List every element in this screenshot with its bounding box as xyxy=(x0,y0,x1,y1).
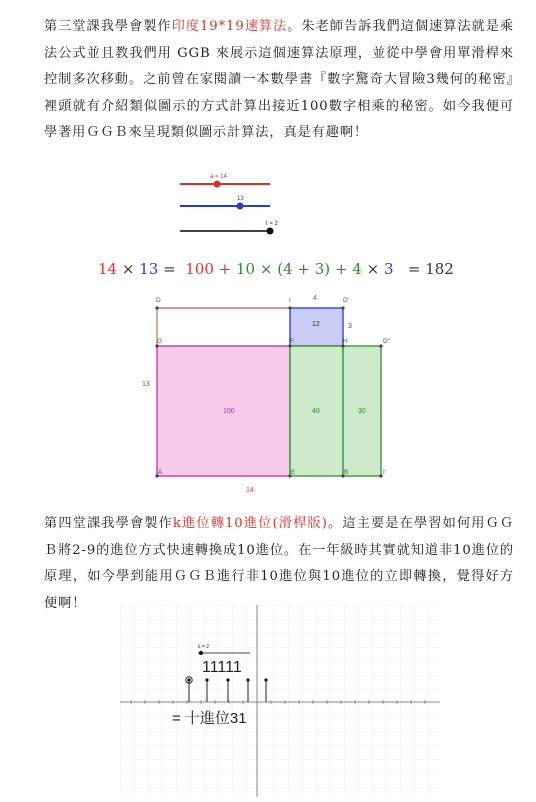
eq-term-100: 100 xyxy=(185,260,214,278)
graph-grid xyxy=(120,605,440,797)
digit-point[interactable] xyxy=(264,678,267,681)
eq-lhs-a: 14 xyxy=(98,260,118,278)
dim-top-4: 4 xyxy=(313,295,317,302)
slider-t-label: t = 2 xyxy=(266,221,278,227)
paragraph-lesson-4 xyxy=(44,511,514,617)
lesson4-highlight: k進位轉10進位(滑桿版) xyxy=(172,516,328,531)
lesson3-highlight: 印度19*19速算法 xyxy=(171,19,288,34)
eq-plus: + xyxy=(218,260,232,278)
area-diagram xyxy=(130,290,410,496)
eq-term-10: 10 xyxy=(236,260,256,278)
paragraph-lesson-3 xyxy=(44,14,514,147)
slider-a-handle[interactable] xyxy=(214,181,221,188)
eq-times: × xyxy=(121,260,135,278)
eq-result: 182 xyxy=(425,260,454,278)
digit-point[interactable] xyxy=(205,678,208,681)
slider-figure xyxy=(170,168,290,238)
area-label-40: 40 xyxy=(312,408,320,415)
eq-lhs-b: 13 xyxy=(139,260,159,278)
slider-t-handle[interactable] xyxy=(267,228,274,235)
lesson4-rest: 。這主要是在學習如何用ＧＧＢ將2-9的進位方式快速轉換成10進位。在一年級時其實就知道非10進位的原理，如今學到能用ＧＧＢ進行非10進位與10進位的立即轉換，覺得好方便啊！ xyxy=(44,516,515,611)
label-dpp: D'' xyxy=(383,338,391,345)
base-conversion-graph xyxy=(120,605,440,797)
binary-digits: 11111 xyxy=(202,659,242,676)
label-i: I xyxy=(289,297,291,304)
k-slider-label: k = 2 xyxy=(198,644,209,650)
eq-term-4: 4 xyxy=(352,260,362,278)
eq-times: × xyxy=(259,260,273,278)
label-f: F xyxy=(290,338,294,345)
label-a: A xyxy=(158,469,163,476)
label-g: G xyxy=(157,338,163,345)
eq-term-3: 3 xyxy=(383,260,394,278)
slider-b-handle[interactable] xyxy=(237,203,244,210)
slider-a-label: a = 14 xyxy=(210,174,227,180)
dim-right-3: 3 xyxy=(348,323,352,330)
lesson3-rest: 。朱老師告訴我們這個速算法就是乘法公式並且教我們用 GGB 來展示這個速算法原理，並從中學會用單滑桿來控制多次移動。之前曾在家閱讀一本數學書『數字驚奇大冒險3幾何的秘密』裡頭就有介紹類似圖示的方式計算出接近100數字相乘的秘密。如今我便可學著用ＧＧＢ來呈現類似圖示計算法，真是有趣啊！ xyxy=(44,19,515,140)
label-d: D xyxy=(156,297,161,304)
area-label-30: 30 xyxy=(358,408,366,415)
area-label-12: 12 xyxy=(312,321,320,328)
lesson4-prefix: 第四堂課我學會製作 xyxy=(44,516,173,531)
label-h: H xyxy=(343,338,348,345)
digit-point[interactable] xyxy=(226,678,229,681)
eq-paren: (4 + 3) xyxy=(277,260,331,278)
label-e: E xyxy=(291,469,296,476)
decimal-result: = 十進位31 xyxy=(172,710,247,727)
lesson3-prefix: 第三堂課我學會製作 xyxy=(44,19,172,34)
dim-left-13: 13 xyxy=(142,381,150,388)
label-dp: D' xyxy=(343,297,349,304)
dim-bottom-14: 14 xyxy=(246,487,254,494)
point-d[interactable] xyxy=(155,306,158,309)
point-i[interactable] xyxy=(288,306,291,309)
eq-times: × xyxy=(366,260,380,278)
label-ip: I' xyxy=(383,469,387,476)
point-dp[interactable] xyxy=(341,306,344,309)
digit-point[interactable] xyxy=(246,678,249,681)
eq-equals: = xyxy=(407,260,421,278)
k-slider-handle[interactable] xyxy=(199,651,203,655)
label-b: B xyxy=(344,469,349,476)
digit-point[interactable] xyxy=(187,678,190,681)
multiplication-equation xyxy=(98,260,454,278)
eq-plus: + xyxy=(334,260,348,278)
eq-equals: = xyxy=(163,260,176,278)
slider-b-value: 13 xyxy=(237,196,244,202)
area-label-100: 100 xyxy=(223,408,235,415)
